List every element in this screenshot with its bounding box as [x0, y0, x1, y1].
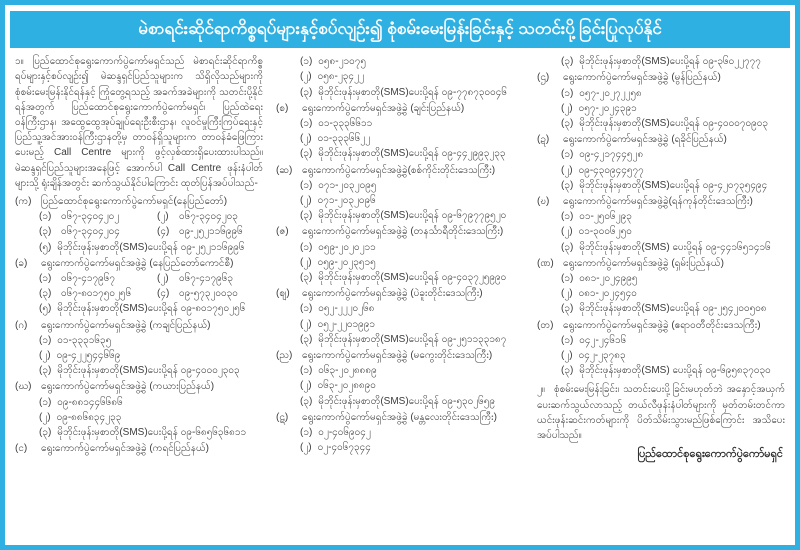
phone-line	[276, 332, 524, 347]
item-text: မိုဘိုင်းဖုန်းမှစာတို(SMS) ပေးပို့ရန် ၀၉-၄၄၁၆၅၁၄၁၆	[579, 241, 771, 253]
item-label: (၃)	[39, 226, 52, 238]
item-label: (ဎ)	[537, 195, 550, 207]
item-label: (၂)	[300, 318, 312, 330]
section-title: ရွေးကောက်ပွဲကော်မရှင်အဖွဲ့ခွဲ (ချင်းပြည်နယ်)	[302, 102, 465, 114]
content-columns	[5, 52, 795, 538]
item-text: ၀၅၉-၂၀၂၀၂၁၁	[318, 241, 376, 253]
item-label: (၁)	[300, 426, 313, 438]
phone-line	[276, 363, 524, 378]
phone-line	[537, 286, 785, 301]
item-text: ၀၉-၄၂၂၅၄၄၆၆၉	[56, 349, 121, 361]
phone-line	[15, 240, 263, 255]
phone-line	[15, 209, 263, 224]
item-text: မိုဘိုင်းဖုန်းမှစာတို(SMS)ပေးပို့ရန် ၀၉-၄၂၀၇၃၅၄၉၄	[579, 179, 768, 191]
item-text: ၀၆၃-၂၀၂၈၈၈၉	[318, 365, 377, 377]
item-label: (၂)	[561, 226, 573, 238]
phone-line	[276, 317, 524, 332]
item-text: ၀၆၇-၄၁၇၉၆၃	[179, 272, 233, 284]
item-text: ၀၉-၈၈၆၈၃၄၂၃၃	[56, 411, 122, 423]
phone-line	[537, 116, 785, 131]
phone-line	[15, 348, 263, 363]
item-label: (စ)	[276, 102, 289, 114]
section-heading	[15, 318, 263, 333]
section-heading	[276, 286, 524, 301]
column-right	[537, 54, 785, 532]
item-label: (၂)	[561, 102, 573, 114]
item-label: (၃)	[300, 395, 313, 407]
item-text: ၀၄၂-၂၃၇၈၃	[578, 349, 626, 361]
item-label: (၅)	[39, 241, 52, 253]
phone-line	[276, 378, 524, 393]
section-heading	[537, 256, 785, 271]
column-left	[15, 54, 263, 532]
section-title: ရွေးကောက်ပွဲကော်မရှင်အဖွဲ့ခွဲ(ရန်ကုန်တိုင်းဒေသကြီး)	[563, 195, 753, 207]
item-label: (၁)	[39, 396, 52, 408]
item-text: ၀၆၇-၈၀၁၇၅၀၂၅၆	[61, 288, 132, 300]
item-text: ၀၅၂-၂၂၀၁၉၉၁	[317, 318, 376, 330]
item-label: (၃)	[561, 241, 574, 253]
item-label: (၄)	[157, 288, 170, 300]
item-text: ၀၈၁-၂၀၂၄၅၄၀	[578, 288, 637, 300]
phone-line	[537, 348, 785, 363]
item-text: ပြည်ထောင်စုရွေးကောက်ပွဲကော်မရှင်သည် မဲစာရင်းဆိုင်ရာကိစ္စရပ်များနှင့်စပ်လျဉ်း၍ မဲဆန္ဒရှင်ပြည်သူများက သိရှိလိုသည်များကို စုံစမ်းမေးမြန်းနိုင်ရန်နှင့် ကြုံတွေ့ရသည့် အခက်အခဲများကို သတင်းပို့နိုင်ရန်အတွက် ပြည်ထောင်စုရွေးကောက်ပွဲကော်မရှင်၊ ပြည်ထဲရေးဝန်ကြီးဌာန၊ အထွေထွေအုပ်ချုပ်ရေးဦးစီးဌာန၊ လူဝင်မှုကြီးကြပ်ရေးနှင့် ပြည်သူ့အင်အားဝန်ကြီးဌာနတို့မှ တာဝန်ရှိသူများက တာဝန်ခံဖြေကြားပေးမည့် Call Centre များကို ဖွင့်လှစ်ထားရှိပေးထားပါသည်။ မဲဆန္ဒရှင်ပြည်သူများအနေဖြင့် အောက်ပါ Call Centre ဖုန်းနံပါတ်များသို့ ရုံးချိန်အတွင်း ဆက်သွယ်နိုင်ပါကြောင်း ထုတ်ပြန်အပ်ပါသည်-	[15, 56, 263, 189]
item-label: (၁)	[561, 211, 574, 223]
item-text: မိုဘိုင်းဖုန်းမှစာတို(SMS)ပေးပို့ရန် ၀၉-၂၅၂၁၁၆၉၉၆	[57, 241, 245, 253]
phone-line	[537, 209, 785, 224]
item-text: မိုဘိုင်းဖုန်းမှစာတို(SMS) ပေးပို့ရန် ၀၉-၆၉၅၈၃၇၀၃၀	[579, 365, 771, 377]
item-label: (၁)	[561, 272, 574, 284]
section-heading	[276, 101, 524, 116]
item-text: ၀၁-၃၃၃၁၆၃၅	[57, 334, 112, 346]
section-heading	[537, 132, 785, 147]
item-label: (င)	[15, 443, 28, 455]
item-label: (၃)	[561, 179, 574, 191]
phone-line	[276, 116, 524, 131]
item-label: (ဋ)	[276, 411, 289, 423]
item-label: (က)	[15, 195, 32, 207]
item-label: (ဍ)	[537, 134, 550, 146]
phone-line	[537, 163, 785, 178]
item-text: ၀၆၇-၄၁၇၉၆၇	[61, 272, 115, 284]
phone-line	[15, 410, 263, 425]
item-label: (ခ)	[15, 257, 28, 269]
section-heading	[15, 256, 263, 271]
phone-line	[276, 270, 524, 285]
phone-line	[276, 394, 524, 409]
phone-line	[276, 193, 524, 208]
item-text: မိုဘိုင်းဖုန်းမှစာတို(SMS)ပေးပို့ရန် ၀၉-၂၅၄၂၀၀၅၀၈	[579, 303, 767, 315]
section-title: ရွေးကောက်ပွဲကော်မရှင်အဖွဲ့ခွဲ (တနင်္သာရီတိုင်းဒေသကြီး)	[302, 226, 504, 238]
phone-line	[276, 255, 524, 270]
item-label: (ဈ)	[276, 288, 290, 300]
item-label: (တ)	[537, 319, 554, 331]
phone-line	[15, 286, 263, 301]
item-label: (ဇ)	[276, 226, 289, 238]
section-title: ရွေးကောက်ပွဲကော်မရှင်အဖွဲ့ခွဲ (နေပြည်တော်ကောင်စီ)	[41, 257, 234, 269]
item-label: (၃)	[39, 426, 52, 438]
item-label: (၂)	[39, 411, 51, 423]
item-label: (၃)	[561, 117, 574, 129]
item-label: (၄)	[157, 226, 170, 238]
section-heading	[276, 163, 524, 178]
item-label: (၃)	[300, 333, 313, 345]
section-heading	[276, 410, 524, 425]
item-label: (၁)	[561, 87, 574, 99]
item-label: ၁။	[15, 56, 24, 68]
item-text: မိုဘိုင်းဖုန်းမှစာတို(SMS)ပေးပို့ရန် ၀၉-၄၀၀၀၇၀၉၀၃	[579, 117, 768, 129]
item-label: (၁)	[39, 334, 52, 346]
item-label: (၂)	[561, 349, 573, 361]
item-text: ၀၆၇-၃၄၀၄၂၀၂	[61, 211, 120, 223]
paragraph	[15, 54, 263, 191]
item-text: ၀၅၂-၂၂၂၀၂၆၈	[318, 303, 375, 315]
section-title: ရွေးကောက်ပွဲကော်မရှင်အဖွဲ့ခွဲ (ရခိုင်ပြည်နယ်)	[563, 134, 727, 146]
item-text: ၀၄၂-၂၄၆၁၆	[579, 334, 627, 346]
phone-line	[276, 208, 524, 223]
item-text: ၀၉-၂၅၂၁၁၆၉၉၆	[179, 226, 243, 238]
item-label: (၃)	[300, 210, 313, 222]
item-text: မိုဘိုင်းဖုန်းမှစာတို(SMS)ပေးပို့ရန် ၀၉-၆၇၉၇၇၉၅၂၀	[318, 210, 507, 222]
phone-line	[15, 224, 263, 239]
item-text: မိုဘိုင်းဖုန်းမှစာတို(SMS)ပေးပို့ရန် ၀၉-၄၀၀၀၂၃၀၃	[57, 365, 240, 377]
phone-line	[15, 425, 263, 440]
item-text: မိုဘိုင်းဖုန်းမှစာတို(SMS)ပေးပို့ရန် ၀၉-၃၆၀၂၂၇၇၇	[579, 56, 761, 68]
phone-line	[276, 440, 524, 455]
item-label: (ဏ)	[537, 257, 554, 269]
item-label: (၅)	[39, 303, 52, 315]
section-heading	[15, 194, 263, 209]
item-label: (၂)	[300, 133, 312, 145]
item-label: (၃)	[561, 56, 574, 68]
phone-line	[15, 395, 263, 410]
item-text: ၀၉-၈၈၁၄၄၆၆၈၆	[57, 396, 123, 408]
item-text: မိုဘိုင်းဖုန်းမှစာတို(SMS)ပေးပို့ရန် ၀၉-၈၀၁၇၅၀၂၅၆	[57, 303, 246, 315]
item-label: (၁)	[561, 149, 574, 161]
phone-line	[537, 224, 785, 239]
phone-line	[537, 240, 785, 255]
item-label: (၁)	[300, 117, 313, 129]
phone-line	[15, 333, 263, 348]
section-heading	[537, 194, 785, 209]
item-label: (၂)	[39, 349, 51, 361]
section-title: ရွေးကောက်ပွဲကော်မရှင်အဖွဲ့ခွဲ (မွန်ပြည်နယ်)	[563, 72, 721, 84]
phone-line	[537, 363, 785, 378]
phone-line	[276, 240, 524, 255]
phone-line	[276, 54, 524, 69]
item-text: ၀၆၇-၃၄၀၄၂၀၃	[179, 211, 238, 223]
item-text: ၀၂-၄၀၆၉၀၄၂	[318, 426, 371, 438]
item-label: (၃)	[561, 365, 574, 377]
item-text: ၀၈၁-၂၀၂၄၉၉၅	[579, 272, 638, 284]
item-text: ၀၂-၄၀၆၇၃၄၄	[317, 442, 371, 454]
item-label: (၂)	[157, 211, 169, 223]
section-heading	[537, 318, 785, 333]
page-title: မဲစာရင်းဆိုင်ရာကိစ္စရပ်များနှင့်စပ်လျဉ်း၍ စုံစမ်းမေးမြန်းခြင်းနှင့် သတင်းပို့ခြင်းပြုလုပ်နိုင်	[138, 19, 662, 38]
section-title: ရွေးကောက်ပွဲကော်မရှင်အဖွဲ့ခွဲ(စစ်ကိုင်းတိုင်းဒေသကြီး)	[302, 164, 496, 176]
item-label: (၂)	[300, 442, 312, 454]
section-heading	[15, 379, 263, 394]
section-title: ရွေးကောက်ပွဲကော်မရှင်အဖွဲ့ခွဲ (မန္တလေးတိုင်းဒေသကြီး)	[302, 411, 497, 423]
section-title: ပြည်ထောင်စုရွေးကောက်ပွဲကော်မရှင်(နေပြည်တော်)	[41, 195, 228, 207]
item-text: ၀၅၈-၂၃၄၂၂	[317, 71, 364, 83]
item-text: မိုဘိုင်းဖုန်းမှစာတို(SMS)ပေးပို့ရန် ၀၉-၅၃၀၂၆၅၉	[318, 395, 495, 407]
item-label: (၃)	[300, 86, 313, 98]
phone-line	[537, 147, 785, 162]
item-text: ၀၁-၃၀၀၆၂၅၀	[578, 226, 632, 238]
header-banner	[10, 11, 790, 48]
section-title: ရွေးကောက်ပွဲကော်မရှင်အဖွဲ့ခွဲ (ဧရာဝတီတိုင်းဒေသကြီး)	[563, 319, 761, 331]
item-label: (၁)	[300, 365, 313, 377]
phone-line	[276, 425, 524, 440]
section-heading	[15, 441, 263, 456]
item-label: (၃)	[300, 271, 313, 283]
phone-line	[537, 271, 785, 286]
phone-line	[537, 301, 785, 316]
item-label: (၂)	[561, 164, 573, 176]
item-text: ၀၇၁-၂၀၃၂၀၉၅	[318, 179, 377, 191]
item-label: (၃)	[300, 148, 313, 160]
item-label: (၁)	[39, 272, 52, 284]
item-label: (၁)	[300, 241, 313, 253]
section-title: ရွေးကောက်ပွဲကော်မရှင်အဖွဲ့ခွဲ (မကွေးတိုင်းဒေသကြီး)	[302, 349, 493, 361]
section-heading	[276, 224, 524, 239]
item-label: (ဃ)	[15, 381, 32, 393]
item-label: (၃)	[39, 365, 52, 377]
column-middle	[276, 54, 524, 532]
phone-line	[537, 333, 785, 348]
item-label: (၁)	[39, 211, 52, 223]
item-label: (၂)	[300, 194, 312, 206]
paragraph	[537, 382, 785, 443]
item-label: (၁)	[300, 56, 313, 68]
item-label: (၁)	[561, 334, 574, 346]
phone-line	[276, 301, 524, 316]
item-label: (၃)	[39, 288, 52, 300]
item-text: စုံစမ်းမေးမြန်းခြင်း၊ သတင်းပေးပို့ခြင်းမဟုတ်ဘဲ အနှောင့်အယှက်ပေးဆက်သွယ်လာသည့် တယ်လီဖုန်းနံပါတ်များကို မှတ်တမ်းတင်ကာ ယင်းဖုန်းဆင်းကတ်များကို ပိတ်သိမ်းသွားမည်ဖြစ်ကြောင်း အသိပေးအပ်ပါသည်။	[537, 384, 785, 441]
item-text: ၀၆၃-၂၀၂၈၈၉၀	[317, 380, 376, 392]
item-text: ၀၇၁-၂၀၃၂၀၉၆	[317, 194, 376, 206]
item-label: (ဂ)	[15, 319, 28, 331]
phone-line	[15, 363, 263, 378]
item-label: (၁)	[300, 303, 313, 315]
item-text: မိုဘိုင်းဖုန်းမှစာတို(SMS)ပေးပို့ရန် ၀၉-၇၇၈၇၃၀၀၄၆	[318, 86, 508, 98]
item-label: (၂)	[300, 256, 312, 268]
section-title: ရွေးကောက်ပွဲကော်မရှင်အဖွဲ့ခွဲ (ကယားပြည်နယ်)	[41, 381, 215, 393]
item-text: ၀၁-၂၅၀၆၂၉၃	[579, 211, 632, 223]
item-label: (၁)	[300, 179, 313, 191]
item-text: ၀၁-၃၃၃၆၆၁၁	[318, 117, 373, 129]
item-label: (၃)	[561, 303, 574, 315]
item-text: မိုဘိုင်းဖုန်းမှစာတို(SMS)ပေးပို့ရန် ၀၉-၄၀၃၇၂၅၉၉၀	[318, 271, 507, 283]
item-text: ၀၅၇-၂၀၂၄၃၉၁	[578, 102, 637, 114]
section-title: ရွေးကောက်ပွဲကော်မရှင်အဖွဲ့ခွဲ (ပဲခူးတိုင်းဒေသကြီး)	[302, 288, 483, 300]
phone-line	[276, 178, 524, 193]
section-heading	[276, 348, 524, 363]
signature: ပြည်ထောင်စုရွေးကောက်ပွဲကော်မရှင်	[637, 448, 783, 461]
section-title: ရွေးကောက်ပွဲကော်မရှင်အဖွဲ့ခွဲ (ရှမ်းပြည်နယ်)	[563, 257, 724, 269]
item-text: ၀၅၉-၂၀၂၃၅၁၅	[317, 256, 376, 268]
phone-line	[276, 146, 524, 161]
item-text: ၀၆၇-၃၄၀၄၂၀၄	[61, 226, 120, 238]
phone-line	[276, 131, 524, 146]
phone-line	[276, 85, 524, 100]
item-text: မိုဘိုင်းဖုန်းမှစာတို(SMS)ပေးပို့ရန် ၀၉-၂၅၁၁၃၃၁၈၇	[318, 333, 507, 345]
item-text: ၀၉-၄၂၁၇၄၄၅၂၈	[579, 149, 644, 161]
phone-line	[537, 54, 785, 69]
item-text: ၀၅၈-၂၁၀၇၅	[318, 56, 367, 68]
item-label: (၂)	[157, 272, 169, 284]
item-text: ၀၉-၅၇၃၂၀၀၃၀	[179, 288, 238, 300]
section-heading	[537, 70, 785, 85]
phone-line	[15, 301, 263, 316]
item-label: (၂)	[300, 71, 312, 83]
phone-line	[15, 271, 263, 286]
item-label: ၂။	[537, 384, 545, 396]
phone-line	[537, 86, 785, 101]
phone-line	[537, 178, 785, 193]
item-label: (ဆ)	[276, 164, 293, 176]
item-text: ၀၅၇-၂၀၂၇၂၂၅၈	[579, 87, 642, 99]
item-text: ၀၁-၃၃၃၆၆၂၂	[317, 133, 371, 145]
section-title: ရွေးကောက်ပွဲကော်မရှင်အဖွဲ့ခွဲ (ကရင်ပြည်နယ်)	[41, 443, 210, 455]
section-title: ရွေးကောက်ပွဲကော်မရှင်အဖွဲ့ခွဲ (ကချင်ပြည်နယ်)	[41, 319, 211, 331]
item-label: (၂)	[300, 380, 312, 392]
item-label: (ဌ)	[537, 72, 550, 84]
phone-line	[276, 69, 524, 84]
item-text: ၀၉-၄၃၀၉၄၄၅၇၇	[578, 164, 644, 176]
item-text: မိုဘိုင်းဖုန်းမှစာတို(SMS)ပေးပို့ရန် ၀၉-၆၈၅၆၃၆၈၁၁	[57, 426, 247, 438]
phone-line	[537, 101, 785, 116]
item-label: (၂)	[561, 288, 573, 300]
item-label: (ည)	[276, 349, 293, 361]
item-text: မိုဘိုင်းဖုန်းမှစာတို(SMS)ပေးပို့ရန် ၀၉-၄၄၂၉၉၃၂၃၃	[318, 148, 506, 160]
